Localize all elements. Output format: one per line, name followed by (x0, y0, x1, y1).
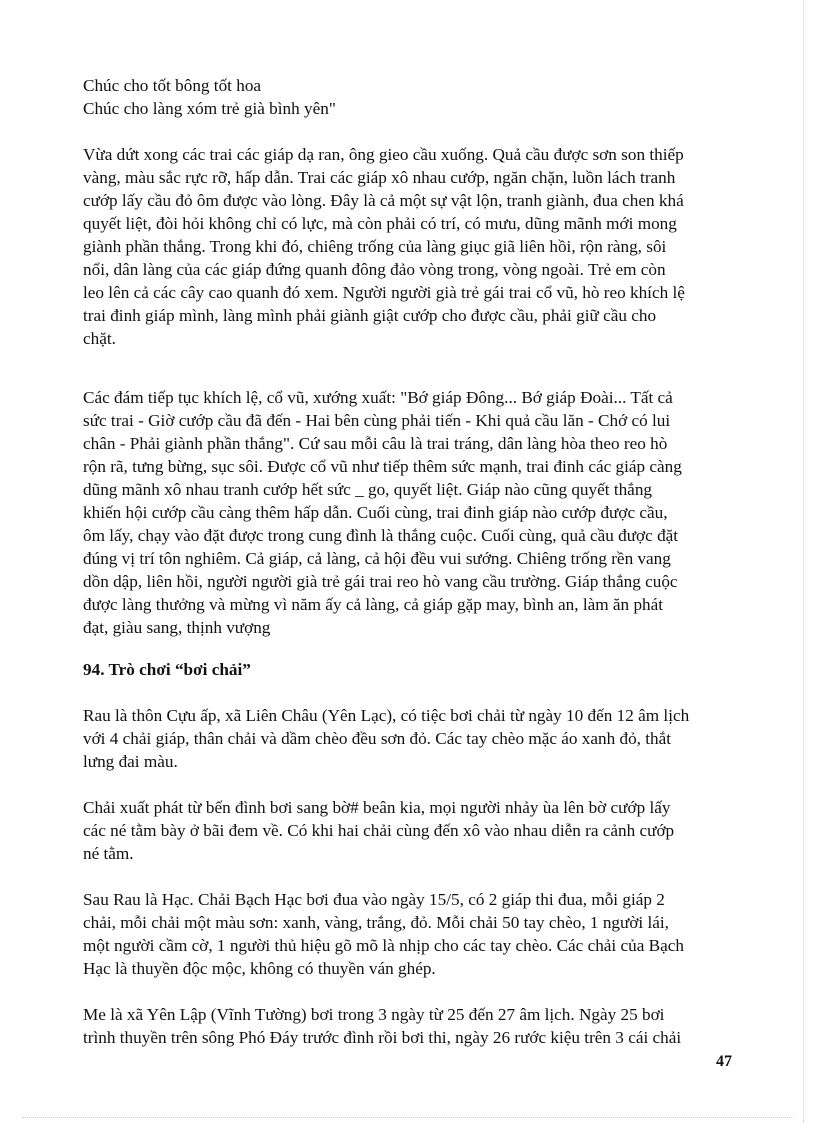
text-line: chặt. (83, 329, 116, 348)
page-edge-divider (22, 1117, 794, 1118)
text-line: Chúc cho làng xóm trẻ già bình yên" (83, 99, 336, 118)
text-line: Các đám tiếp tục khích lệ, cổ vũ, xướng xuất: "Bớ giáp Đông... Bớ giáp Đoài... Tất cả (83, 388, 673, 407)
text-line: vàng, màu sắc rực rỡ, hấp dẫn. Trai các giáp xô nhau cướp, ngăn chặn, luồn lách tranh (83, 168, 676, 187)
text-line: leo lên cả các cây cao quanh đó xem. Người người già trẻ gái trai cổ vũ, hò reo khích lệ (83, 283, 685, 302)
text-line: né tằm. (83, 844, 134, 863)
text-line: dũng mãnh xô nhau tranh cướp hết sức _ go, quyết liệt. Giáp nào cũng quyết thắng (83, 480, 653, 499)
text-line: trình thuyền trên sông Phó Đáy trước đình rồi bơi thi, ngày 26 rước kiệu trên 3 cái chải (83, 1028, 682, 1047)
text-line: rộn rã, tưng bừng, sục sôi. Được cổ vũ như tiếp thêm sức mạnh, trai đinh các giáp càng (83, 457, 682, 476)
text-line: khiến hội cướp cầu càng thêm hấp dẫn. Cuối cùng, trai đinh giáp nào cướp được cầu, (83, 503, 668, 522)
section-heading: 94. Trò chơi “bơi chải” (83, 660, 251, 679)
text-line: quyết liệt, đòi hỏi không chỉ có lực, mà còn phải có trí, có mưu, dũng mãnh mới mong (83, 214, 677, 233)
text-line: nổi, dân làng của các giáp đứng quanh đông đảo vòng trong, vòng ngoài. Trẻ em còn (83, 260, 666, 279)
text-line: dồn dập, liên hồi, người người già trẻ gái trai reo hò vang cầu trường. Giáp thắng cuộc (83, 572, 678, 591)
text-line: một người cầm cờ, 1 người thủ hiệu gõ mõ là nhịp cho các tay chèo. Các chải của Bạch (83, 936, 684, 955)
text-line: với 4 chải giáp, thân chải và dầm chèo đều sơn đỏ. Các tay chèo mặc áo xanh đỏ, thắt (83, 729, 672, 748)
text-line: Hạc là thuyền độc mộc, không có thuyền ván ghép. (83, 959, 436, 978)
page-edge-divider (803, 0, 804, 1123)
text-line: đúng vị trí tôn nghiêm. Cả giáp, cả làng, cả hội đều vui sướng. Chiêng trống rền vang (83, 549, 671, 568)
text-line: chải, mỗi chải một màu sơn: xanh, vàng, trắng, đỏ. Mỗi chải 50 tay chèo, 1 người lái, (83, 913, 669, 932)
page-number: 47 (716, 1053, 732, 1070)
text-line: Chải xuất phát từ bến đình bơi sang bờ# beân kia, mọi người nhảy ùa lên bờ cướp lấy (83, 798, 671, 817)
text-line: được làng thưởng và mừng vì năm ấy cả làng, cả giáp gặp may, bình an, làm ăn phát (83, 595, 664, 614)
text-line: ôm lấy, chạy vào đặt được trong cung đình là thắng cuộc. Cuối cùng, quả cầu được đặt (83, 526, 679, 545)
text-line: cướp lấy cầu đỏ ôm được vào lòng. Đây là cả một sự vật lộn, tranh giành, đua chen khá (83, 191, 684, 210)
text-line: Sau Rau là Hạc. Chải Bạch Hạc bơi đua vào ngày 15/5, có 2 giáp thi đua, mỗi giáp 2 (83, 890, 665, 909)
text-line: đạt, giàu sang, thịnh vượng (83, 618, 271, 637)
text-line: Me là xã Yên Lập (Vĩnh Tường) bơi trong 3 ngày từ 25 đến 27 âm lịch. Ngày 25 bơi (83, 1005, 665, 1024)
text-line: Vừa dứt xong các trai các giáp dạ ran, ông gieo cầu xuống. Quả cầu được sơn son thiếp (83, 145, 684, 164)
text-line: chân - Phải giành phần thắng". Cứ sau mỗi câu là trai tráng, dân làng hòa theo reo hò (83, 434, 668, 453)
text-line: lưng đai màu. (83, 752, 178, 771)
text-line: trai đinh giáp mình, làng mình phải giành giật cướp cho được cầu, phải giữ cầu cho (83, 306, 657, 325)
text-line: các né tằm bày ở bãi đem về. Có khi hai chải cùng đến xô vào nhau diễn ra cảnh cướp (83, 821, 675, 840)
text-line: sức trai - Giờ cướp cầu đã đến - Hai bên cùng phải tiến - Khi quả cầu lăn - Chớ có lui (83, 411, 671, 430)
text-line: giành phần thắng. Trong khi đó, chiêng trống của làng giục giã liên hồi, rộn ràng, sôi (83, 237, 667, 256)
text-line: Rau là thôn Cựu ấp, xã Liên Châu (Yên Lạc), có tiệc bơi chải từ ngày 10 đến 12 âm lịch (83, 706, 690, 725)
text-line: Chúc cho tốt bông tốt hoa (83, 76, 262, 95)
